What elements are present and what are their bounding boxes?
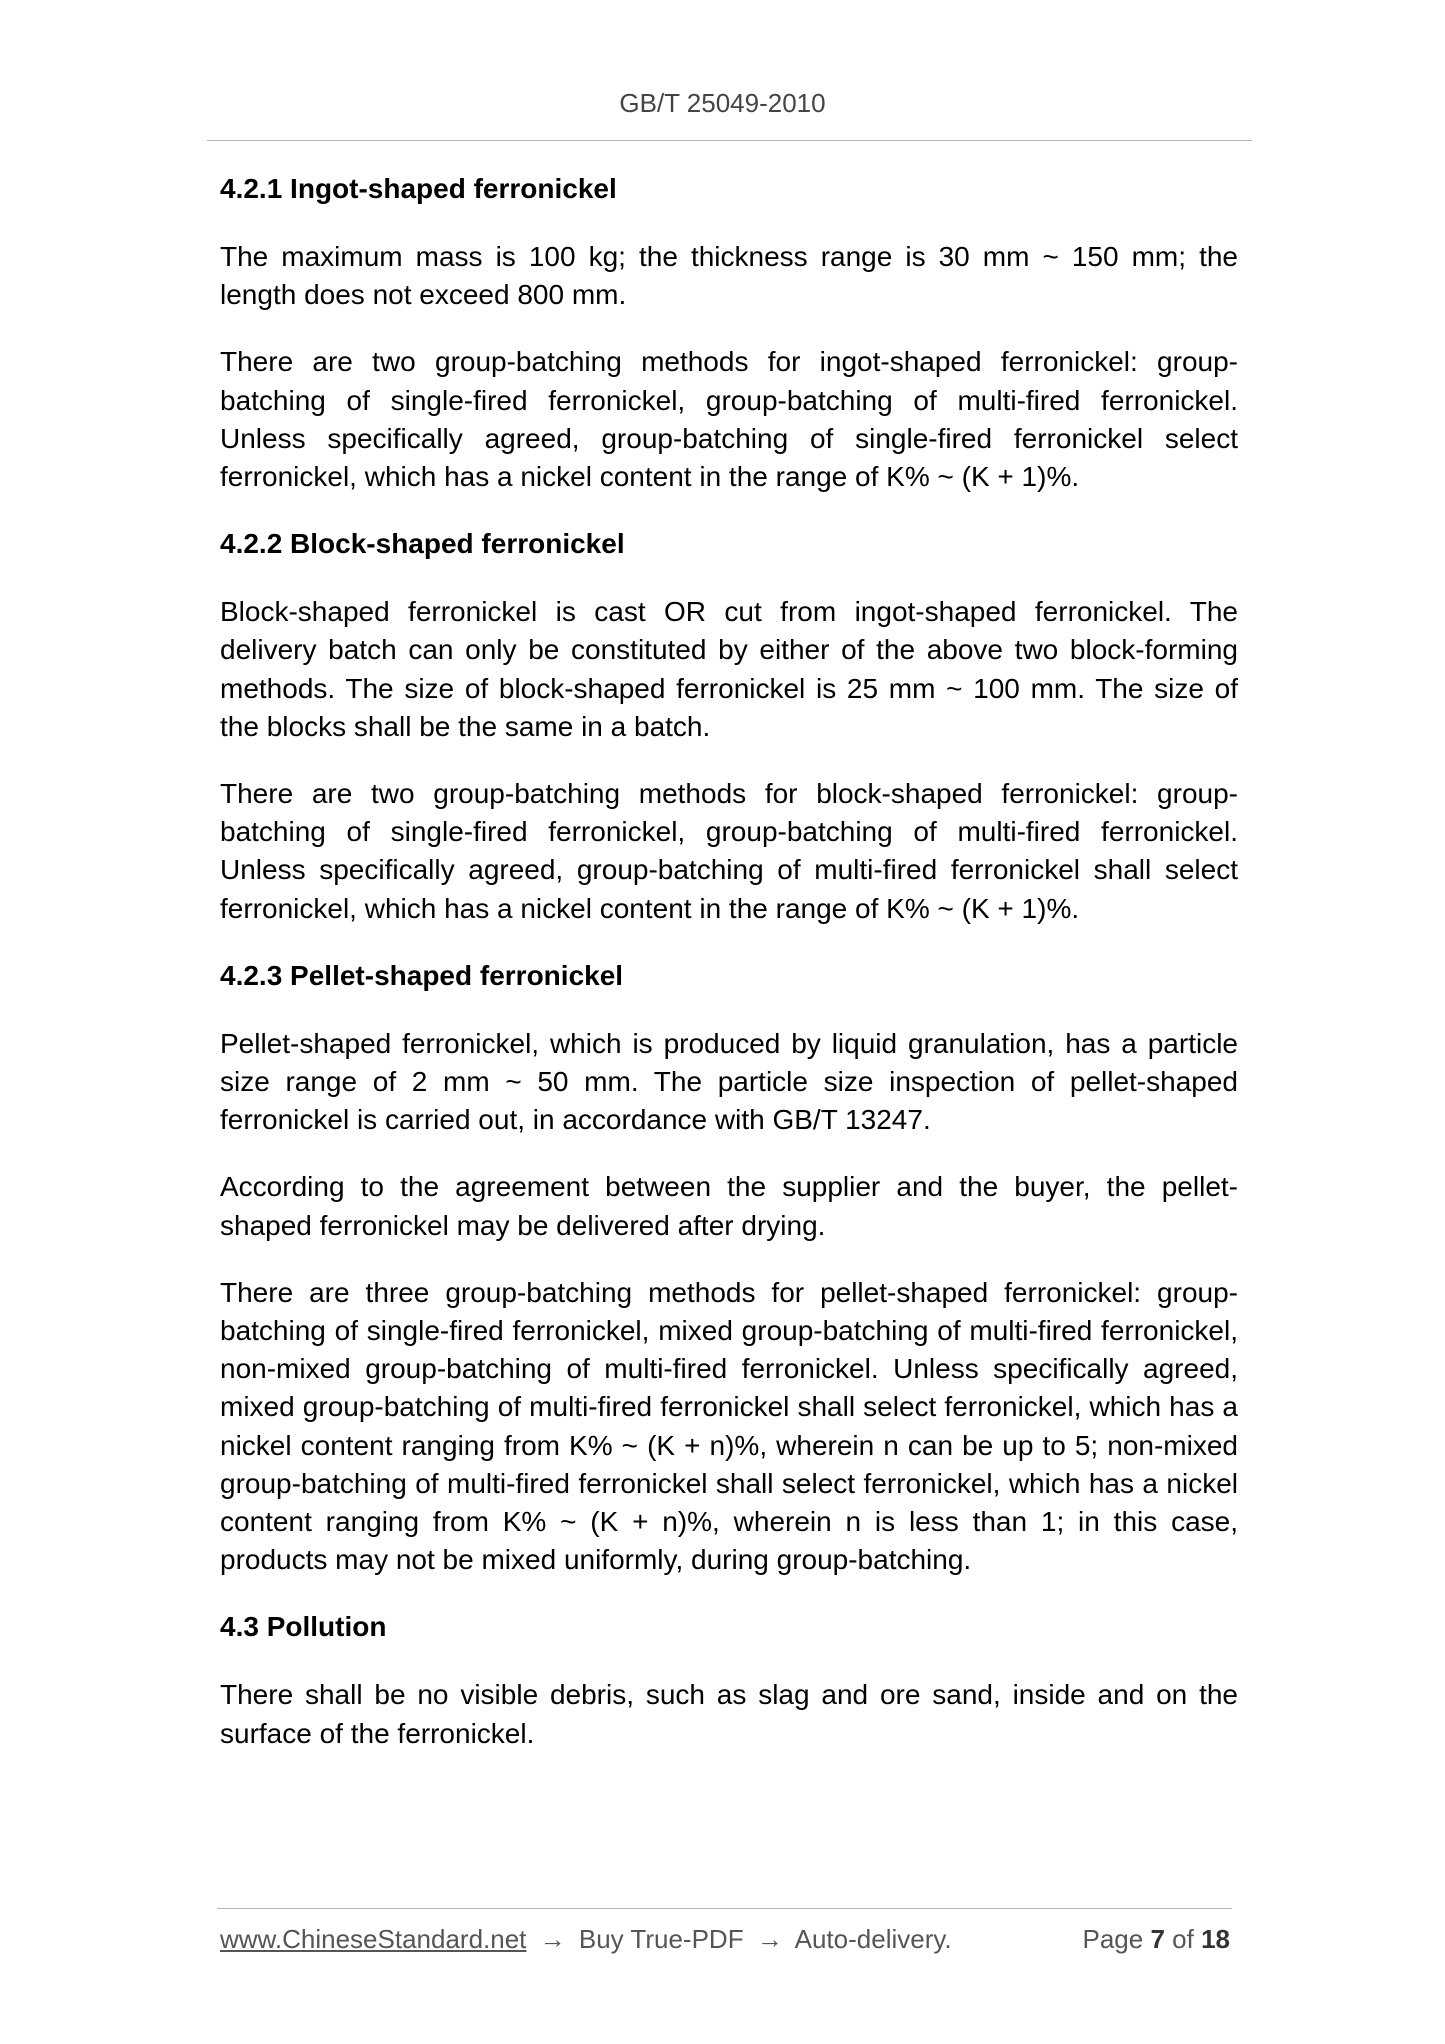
paragraph: There are two group-batching methods for ingot-shaped ferronickel: group-batching of single-fired ferronickel, group-batching of multi-fired ferronickel. Unless specifically agreed, group-batching of single-fired ferronickel select ferronickel, which has a nickel content in the range of K% ~ (K + 1)%. [220,346,1238,493]
page-indicator [1082,1924,1230,1955]
section-heading-4-2-1: 4.2.1 Ingot-shaped ferronickel [220,173,617,204]
paragraph: There shall be no visible debris, such as slag and ore sand, inside and on the surface of the ferronickel. [220,1679,1238,1749]
of-label: of [1172,1924,1194,1954]
page-total: 18 [1201,1924,1230,1954]
section-heading-4-3: 4.3 Pollution [220,1611,387,1643]
document-header: GB/T 25049-2010 [619,88,826,118]
header-divider [207,140,1252,141]
auto-delivery-text: Auto-delivery. [794,1924,952,1954]
paragraph: Pellet-shaped ferronickel, which is produced by liquid granulation, has a particle size range of 2 mm ~ 50 mm. The particle size inspection of pellet-shaped ferronickel is carried out, in accordance with GB/T 13247. [220,1027,1238,1136]
section-heading-4-2-3: 4.2.3 Pellet-shaped ferronickel [220,959,624,991]
website-link[interactable]: www.ChineseStandard.net [220,1924,527,1954]
paragraph: Block-shaped ferronickel is cast OR cut from ingot-shaped ferronickel. The delivery batch can only be constituted by either of the above two block-forming methods. The size of block-shaped ferronickel is 25 mm ~ 100 mm. The size of the blocks shall be the same in a batch. [220,596,1238,742]
paragraph: The maximum mass is 100 kg; the thickness range is 30 mm ~ 150 mm; the length does not exceed 800 mm. [220,241,1238,311]
arrow-right-icon: → [539,1924,566,1954]
paragraph: According to the agreement between the supplier and the buyer, the pellet-shaped ferronickel may be delivered after drying. [220,1171,1238,1241]
footer-divider [217,1908,1232,1909]
paragraph: There are three group-batching methods for pellet-shaped ferronickel: group-batching of single-fired ferronickel, mixed group-batching of multi-fired ferronickel, non-mixed group-batching of multi-fired ferronickel. Unless specifically agreed, mixed group-batching of multi-fired ferronickel shall select ferronickel, which has a nickel content ranging from K% ~ (K + n)%, wherein n can be up to 5; non-mixed group-batching of multi-fired ferronickel shall select ferronickel, which has a nickel content ranging from K% ~ (K + n)%, wherein n is less than 1; in this case, products may not be mixed uniformly, during group-batching. [220,1276,1238,1576]
paragraph: There are two group-batching methods for block-shaped ferronickel: group-batching of single-fired ferronickel, group-batching of multi-fired ferronickel. Unless specifically agreed, group-batching of multi-fired ferronickel shall select ferronickel, which has a nickel content in the range of K% ~ (K + 1)%. [220,778,1238,924]
section-heading-4-2-2: 4.2.2 Block-shaped ferronickel [220,528,625,560]
page-number: 7 [1150,1924,1165,1954]
page-label: Page [1082,1924,1144,1954]
footer-promo [220,1924,952,1955]
document-body [220,170,1238,1753]
buy-pdf-text: Buy True-PDF [578,1924,744,1954]
arrow-right-icon: → [756,1924,783,1954]
